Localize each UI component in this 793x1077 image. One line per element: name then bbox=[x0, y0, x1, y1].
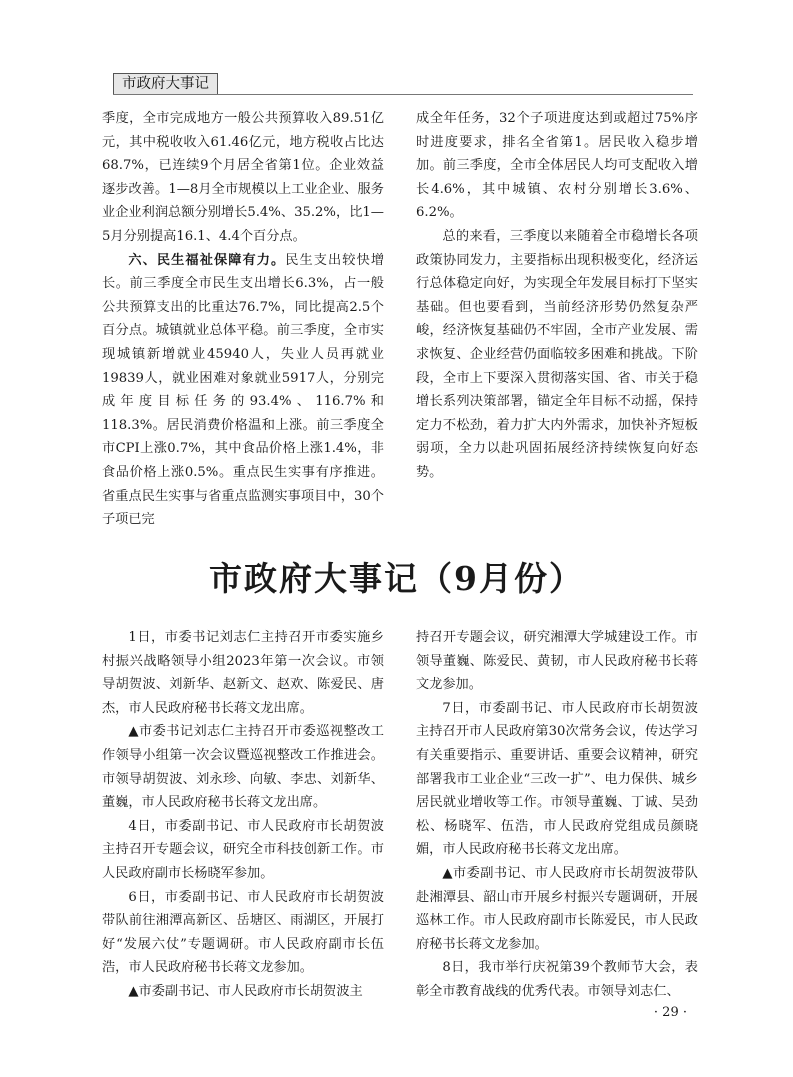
top-left-column bbox=[102, 107, 384, 532]
paragraph bbox=[416, 225, 698, 485]
paragraph-text: 成全年任务，32个子项进度达到或超过75%序时进度要求，排名全省第1。居民收入稳步增加。前三季度，全市全体居民人均可支配收入增长4.6%，其中城镇、农村分别增长3.6%、6.2%。 bbox=[416, 111, 698, 221]
section-header-tag: 市政府大事记 bbox=[113, 73, 218, 95]
paragraph-text: ▲市委副书记、市人民政府市长胡贺波主 bbox=[128, 983, 363, 999]
paragraph-text: ▲市委书记刘志仁主持召开市委巡视整改工作领导小组第一次会议暨巡视整改工作推进会。市领导胡贺波、刘永珍、向敏、李忠、刘新华、董巍，市人民政府秘书长蒋文龙出席。 bbox=[102, 724, 384, 811]
paragraph bbox=[416, 697, 698, 862]
section-title: 市政府大事记（9月份） bbox=[209, 559, 584, 598]
top-right-column bbox=[416, 107, 698, 485]
paragraph-text: 1日，市委书记刘志仁主持召开市委实施乡村振兴战略领导小组2023年第一次会议。市领导胡贺波、刘新华、赵新文、赵欢、陈爱民、唐杰，市人民政府秘书长蒋文龙出席。 bbox=[102, 630, 384, 716]
paragraph bbox=[416, 862, 698, 956]
paragraph-text: 民生支出较快增长。前三季度全市民生支出增长6.3%，占一般公共预算支出的比重达76.7%，同比提高2.5个百分点。城镇就业总体平稳。前三季度，全市实现城镇新增就业45940人，失业人员再就业19839人，就业困难对象就业5917人，分别完成年度目标任务的93.4%、116.7%和118.3%。居民消费价格温和上涨。前三季度全市CPI上涨0.7%，其中食品价格上涨1.4%，非食品价格上涨0.5%。重点民生实事有序推进。省重点民生实事与省重点监测实事项目中，30个子项已完 bbox=[102, 252, 385, 528]
paragraph-lead: 六、民生福祉保障有力。 bbox=[128, 252, 286, 268]
paragraph bbox=[102, 886, 384, 980]
paragraph bbox=[416, 956, 698, 1003]
paragraph bbox=[102, 249, 384, 532]
paragraph-text: 总的来看，三季度以来随着全市稳增长各项政策协同发力，主要指标出现积极变化，经济运行总体稳定向好，为实现全年发展目标打下坚实基础。但也要看到，当前经济形势仍然复杂严峻，经济恢复基础仍不牢固，全市产业发展、需求恢复、企业经营仍面临较多困难和挑战。下阶段，全市上下要深入贯彻落实国、省、市关于稳增长系列决策部署，锚定全年目标不动摇，保持定力不松劲，着力扩大内外需求，加快补齐短板弱项，全力以赴巩固拓展经济持续恢复向好态势。 bbox=[416, 228, 698, 480]
bottom-right-column bbox=[416, 626, 698, 1004]
page-number: · 29 · bbox=[653, 1005, 687, 1020]
header-divider bbox=[113, 94, 693, 95]
paragraph bbox=[102, 720, 384, 814]
paragraph-text: 6日，市委副书记、市人民政府市长胡贺波带队前往湘潭高新区、岳塘区、雨湖区，开展打好“发展六仗”专题调研。市人民政府副市长伍浩，市人民政府秘书长蒋文龙参加。 bbox=[102, 889, 384, 976]
paragraph bbox=[416, 107, 698, 225]
paragraph bbox=[102, 626, 384, 720]
paragraph-text: 季度，全市完成地方一般公共预算收入89.51亿元，其中税收收入61.46亿元，地方税收占比达68.7%，已连续9个月居全省第1位。企业效益逐步改善。1—8月全市规模以上工业企业、服务业企业利润总额分别增长5.4%、35.2%，比1—5月分别提高16.1、4.4个百分点。 bbox=[102, 111, 384, 244]
bottom-left-column bbox=[102, 626, 384, 1004]
paragraph-text: 持召开专题会议，研究湘潭大学城建设工作。市领导董巍、陈爱民、黄韧，市人民政府秘书长蒋文龙参加。 bbox=[416, 630, 698, 693]
paragraph bbox=[102, 980, 384, 1004]
paragraph-text: 8日，我市举行庆祝第39个教师节大会，表彰全市教育战线的优秀代表。市领导刘志仁、 bbox=[416, 960, 698, 999]
paragraph-text: ▲市委副书记、市人民政府市长胡贺波带队赴湘潭县、韶山市开展乡村振兴专题调研，开展巡林工作。市人民政府副市长陈爱民，市人民政府秘书长蒋文龙参加。 bbox=[416, 865, 698, 952]
paragraph-text: 4日，市委副书记、市人民政府市长胡贺波主持召开专题会议，研究全市科技创新工作。市人民政府副市长杨晓军参加。 bbox=[102, 818, 384, 881]
paragraph bbox=[102, 107, 384, 249]
paragraph-text: 7日，市委副书记、市人民政府市长胡贺波主持召开市人民政府第30次常务会议，传达学习有关重要指示、重要讲话、重要会议精神，研究部署我市工业企业“三改一扩”、电力保供、城乡居民就业增收等工作。市领导董巍、丁诚、吴劲松、杨晓军、伍浩，市人民政府党组成员颜晓媚，市人民政府秘书长蒋文龙出席。 bbox=[416, 700, 698, 858]
paragraph bbox=[416, 626, 698, 697]
paragraph bbox=[102, 815, 384, 886]
